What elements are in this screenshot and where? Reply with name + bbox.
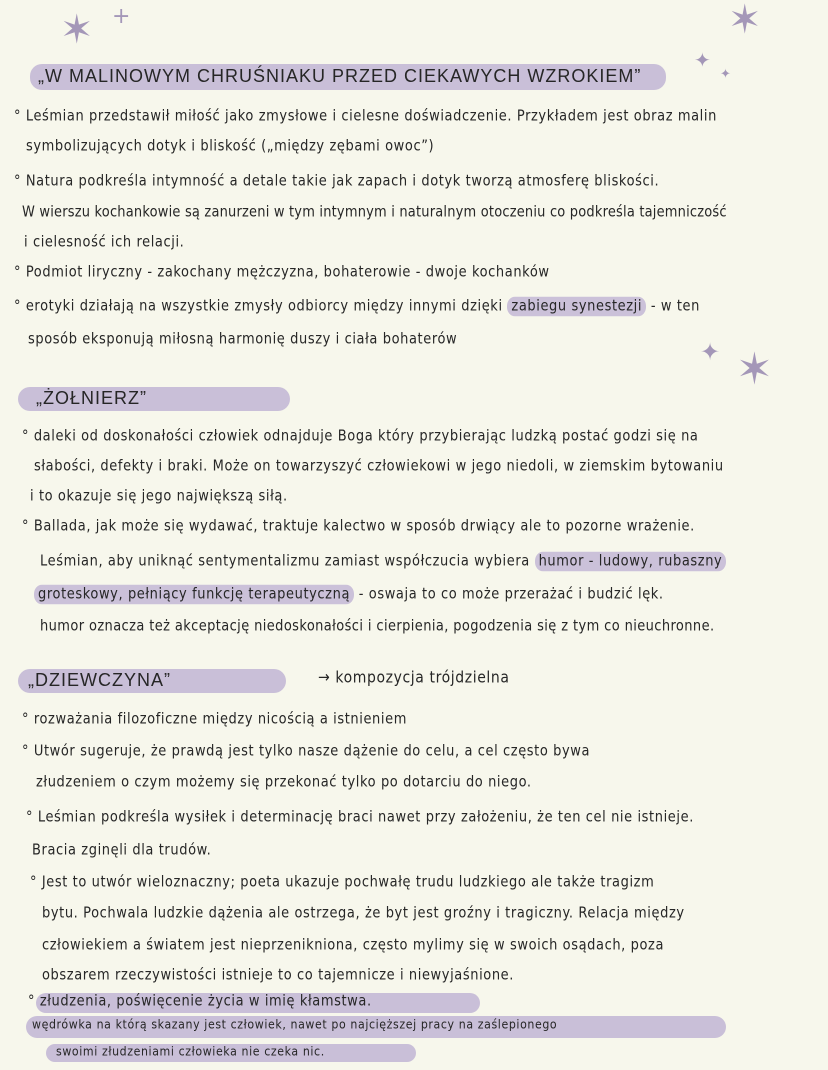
- sparkle-icon: ✦: [694, 48, 711, 72]
- note-line: sposób eksponują miłosną harmonię duszy i ciała bohaterów: [28, 330, 458, 349]
- section-title: „ŻOŁNIERZ”: [36, 388, 147, 408]
- note-line: słabości, defekty i braki. Może on towarzyszyć człowiekowi w jego niedoli, w ziemskim bytowaniu: [34, 457, 724, 476]
- note-line: [34, 586, 664, 603]
- note-line: [40, 553, 726, 570]
- note-line: ° Leśmian przedstawił miłość jako zmysłowe i cielesne doświadczenie. Przykładem jest obraz malin: [14, 107, 717, 126]
- note-line: wędrówka na którą skazany jest człowiek, nawet po najcięższej pracy na zaślepionego: [32, 1017, 558, 1032]
- star-icon: ✶: [60, 7, 94, 53]
- note-line: bytu. Pochwala ludzkie dążenia ale ostrzega, że byt jest groźny i tragiczny. Relacja między: [42, 904, 685, 923]
- note-line: symbolizujących dotyk i bliskość („między zębami owoc”): [26, 137, 435, 156]
- note-line: humor oznacza też akceptację niedoskonałości i cierpienia, pogodzenia się z tym co nieuchronne.: [40, 617, 715, 636]
- note-line: obszarem rzeczywistości istnieje to co tajemnicze i niewyjaśnione.: [42, 966, 515, 985]
- note-line: Bracia zginęli dla trudów.: [32, 841, 212, 860]
- text: ° erotyki działają na wszystkie zmysły odbiorcy między innymi dzięki: [14, 297, 503, 316]
- note-line: ° daleki od doskonałości człowiek odnajduje Boga który przybierając ludzką postać godzi się na: [22, 427, 699, 446]
- note-line: ° złudzenia, poświęcenie życia w imię kłamstwa.: [28, 992, 372, 1011]
- note-line: W wierszu kochankowie są zanurzeni w tym intymnym i naturalnym otoczeniu co podkreśla tajemniczość: [22, 203, 727, 222]
- note-line: ° rozważania filozoficzne między nicością a istnieniem: [22, 710, 407, 729]
- sparkle-icon: ✦: [720, 67, 731, 82]
- note-line: złudzeniem o czym możemy się przekonać tylko po dotarciu do niego.: [36, 773, 532, 792]
- note-line: swoimi złudzeniami człowieka nie czeka nic.: [56, 1044, 325, 1059]
- note-line: ° Natura podkreśla intymność a detale takie jak zapach i dotyk tworzą atmosferę bliskości.: [14, 172, 660, 191]
- section-title: „W MALINOWYM CHRUŚNIAKU PRZED CIEKAWYCH WZROKIEM”: [38, 66, 642, 86]
- sparkle-icon: +: [112, 4, 131, 29]
- star-icon: ✶: [736, 344, 773, 395]
- note-line: ° Jest to utwór wieloznaczny; poeta ukazuje pochwałę trudu ludzkiego ale także tragizm: [30, 873, 655, 892]
- note-line: [14, 298, 700, 315]
- note-line: ° Ballada, jak może się wydawać, traktuje kalectwo w sposób drwiący ale to pozorne wrażenie.: [22, 517, 695, 536]
- highlighted-text: humor - ludowy, rubaszny: [535, 552, 727, 572]
- section-title: „DZIEWCZYNA”: [28, 670, 171, 690]
- text: Leśmian, aby uniknąć sentymentalizmu zamiast współczucia wybiera: [40, 552, 530, 571]
- highlighted-text: zabiegu synestezji: [507, 297, 646, 317]
- note-line: człowiekiem a światem jest nieprzenikniona, często mylimy się w swoich osądach, poza: [42, 936, 665, 955]
- note-line: i to okazuje się jego największą siłą.: [30, 487, 288, 506]
- star-icon: ✶: [728, 0, 762, 43]
- sparkle-icon: ✦: [700, 338, 721, 366]
- note-line: ° Utwór sugeruje, że prawdą jest tylko nasze dążenie do celu, a cel często bywa: [22, 742, 591, 761]
- note-line: ° Podmiot liryczny - zakochany mężczyzna, bohaterowie - dwoje kochanków: [14, 263, 550, 282]
- text: - w ten: [650, 297, 700, 316]
- composition-note: → kompozycja trójdzielna: [318, 668, 510, 688]
- note-line: i cielesność ich relacji.: [24, 233, 185, 252]
- note-line: ° Leśmian podkreśla wysiłek i determinację braci nawet przy założeniu, że ten cel nie istnieje.: [26, 808, 694, 827]
- highlighted-text: groteskowy, pełniący funkcję terapeutyczną: [34, 585, 354, 605]
- text: - oswaja to co może przerażać i budzić lęk.: [358, 585, 664, 604]
